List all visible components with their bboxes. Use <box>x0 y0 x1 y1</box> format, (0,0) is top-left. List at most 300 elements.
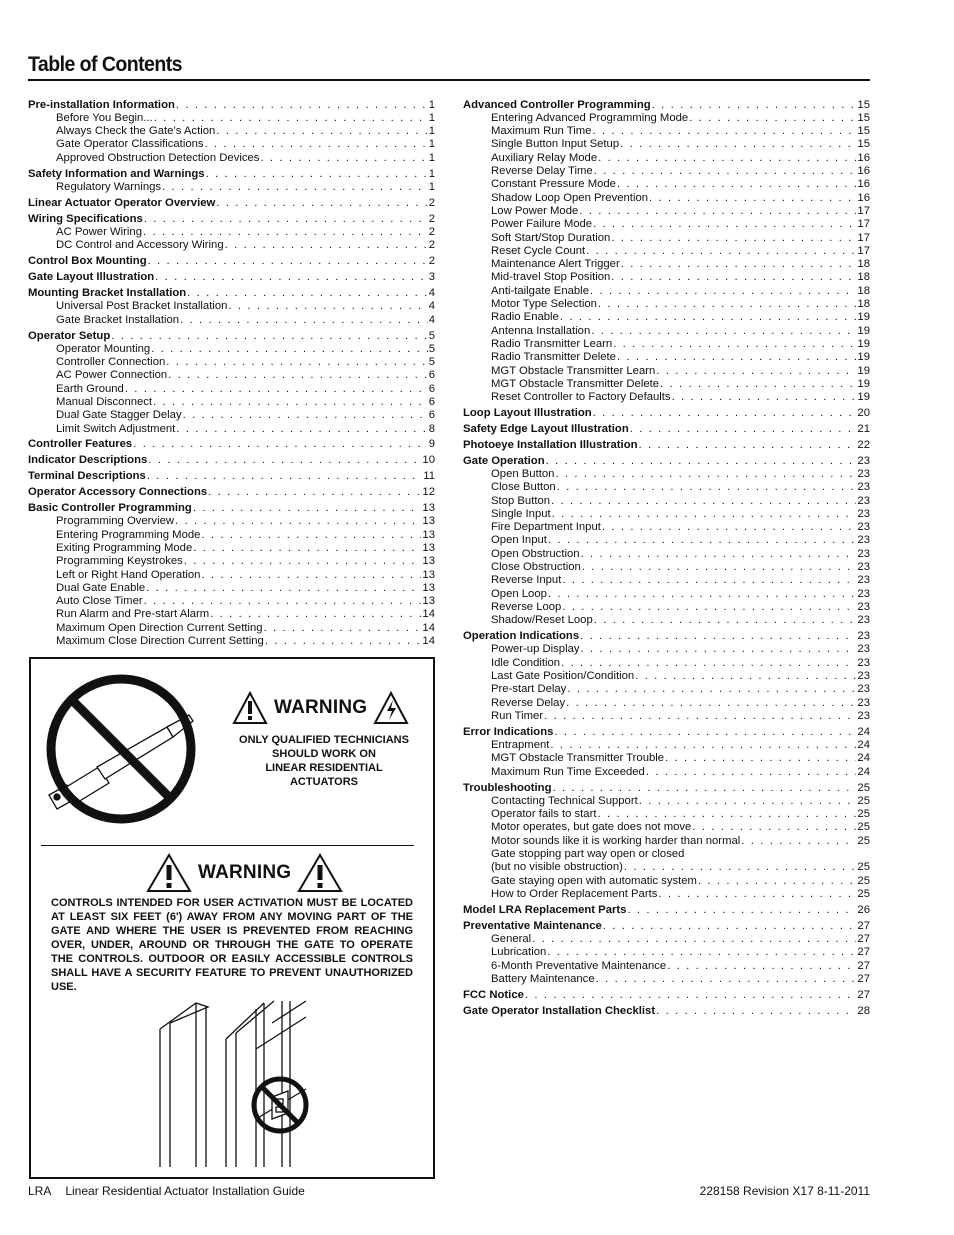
toc-entry-label: Reset Controller to Factory Defaults <box>491 391 671 404</box>
toc-page-number: 23 <box>857 614 870 627</box>
toc-entry-label: AC Power Wiring <box>56 226 143 239</box>
warning-box <box>29 657 435 1179</box>
toc-page-number: 25 <box>857 874 870 887</box>
toc-page-number: 23 <box>857 467 870 480</box>
toc-entry-label: Open Button <box>491 467 555 480</box>
toc-subsection-entry[interactable] <box>463 710 870 723</box>
toc-page-number: 6 <box>428 409 435 422</box>
toc-leader-dots <box>216 125 427 138</box>
toc-page-number: 17 <box>857 244 870 257</box>
toc-entry-label: Close Obstruction <box>491 561 581 574</box>
toc-entry-label: Gate Operation <box>463 454 545 467</box>
toc-subsection-entry[interactable] <box>463 548 870 561</box>
toc-page-number: 13 <box>422 541 435 554</box>
warning-label-top: WARNING <box>274 697 368 718</box>
toc-leader-dots <box>602 521 857 534</box>
toc-page-number: 23 <box>857 670 870 683</box>
toc-page-number: 24 <box>857 739 870 752</box>
toc-entry-label: Antenna Installation <box>491 324 591 337</box>
toc-page-number: 2 <box>428 239 435 252</box>
toc-entry-label: Motor sounds like it is working harder than normal <box>491 834 741 847</box>
toc-subsection-entry[interactable] <box>28 595 435 608</box>
toc-subsection-entry[interactable] <box>28 314 435 327</box>
toc-entry-label: Soft Start/Stop Duration <box>491 231 611 244</box>
toc-section-entry[interactable] <box>28 271 435 284</box>
toc-leader-dots <box>646 766 857 779</box>
toc-subsection-entry[interactable] <box>463 165 870 178</box>
toc-subsection-entry[interactable] <box>463 614 870 627</box>
toc-page-number: 25 <box>857 781 870 794</box>
toc-entry-label: Entering Advanced Programming Mode <box>491 111 689 124</box>
toc-entry-label: Linear Actuator Operator Overview <box>28 196 216 209</box>
toc-page-number: 6 <box>428 369 435 382</box>
toc-leader-dots <box>594 165 857 178</box>
toc-subsection-entry[interactable] <box>463 960 870 973</box>
toc-leader-dots <box>665 752 856 765</box>
toc-entry-label: Preventative Maintenance <box>463 919 602 932</box>
toc-entry-label: Battery Maintenance <box>491 972 595 985</box>
toc-page-number: 5 <box>428 342 435 355</box>
toc-section-entry[interactable] <box>28 99 435 112</box>
footer-left <box>28 1184 305 1198</box>
toc-subsection-entry[interactable] <box>463 205 870 218</box>
toc-page-number: 24 <box>857 752 870 765</box>
toc-entry-label: Error Indications <box>463 725 554 738</box>
toc-leader-dots <box>210 608 421 621</box>
toc-entry-label: Programming Keystrokes <box>56 555 183 568</box>
toc-entry-label: Operator fails to start <box>491 808 597 821</box>
toc-page-number: 13 <box>422 555 435 568</box>
toc-entry-label: How to Order Replacement Parts <box>491 887 658 900</box>
toc-subsection-entry[interactable] <box>463 365 870 378</box>
toc-section-entry[interactable] <box>463 904 870 917</box>
no-actuator-illustration <box>39 663 207 835</box>
toc-entry-label: Pre-start Delay <box>491 683 567 696</box>
toc-leader-dots <box>206 168 428 181</box>
toc-subsection-entry[interactable] <box>28 515 435 528</box>
toc-subsection-entry[interactable] <box>463 766 870 779</box>
toc-subsection-entry[interactable] <box>463 534 870 547</box>
toc-page-number: 25 <box>857 808 870 821</box>
toc-subsection-entry[interactable] <box>463 285 870 298</box>
toc-leader-dots <box>591 325 856 338</box>
toc-leader-dots <box>532 933 856 946</box>
toc-subsection-entry[interactable] <box>463 245 870 258</box>
toc-entry-label: Maximum Run Time Exceeded <box>491 765 645 778</box>
toc-entry-label: Earth Ground <box>56 382 124 395</box>
toc-section-entry[interactable] <box>28 197 435 210</box>
toc-page-number: 6 <box>428 382 435 395</box>
toc-entry-label: General <box>491 933 532 946</box>
toc-page-number: 23 <box>857 561 870 574</box>
toc-section-entry[interactable] <box>28 454 435 467</box>
toc-subsection-entry[interactable] <box>28 582 435 595</box>
toc-subsection-entry[interactable] <box>463 178 870 191</box>
toc-entry-label: DC Control and Accessory Wiring <box>56 239 224 252</box>
toc-section-entry[interactable] <box>463 1005 870 1018</box>
toc-page-number: 27 <box>857 946 870 959</box>
toc-subsection-entry[interactable] <box>28 125 435 138</box>
toc-entry-label: Close Button <box>491 481 556 494</box>
toc-subsection-entry[interactable] <box>28 226 435 239</box>
toc-leader-dots <box>557 481 857 494</box>
toc-page-number: 25 <box>857 794 870 807</box>
toc-section-entry[interactable] <box>463 439 870 452</box>
toc-subsection-entry[interactable] <box>463 561 870 574</box>
toc-page-number: 2 <box>428 226 435 239</box>
toc-entry-label: Reverse Input <box>491 574 562 587</box>
toc-subsection-entry[interactable] <box>28 300 435 313</box>
toc-subsection-entry[interactable] <box>28 542 435 555</box>
toc-entry-label: Mid-travel Stop Position <box>491 271 611 284</box>
toc-subsection-entry[interactable] <box>463 311 870 324</box>
toc-subsection-entry[interactable] <box>28 152 435 165</box>
toc-section-entry[interactable] <box>463 630 870 643</box>
toc-page-number: 25 <box>857 861 870 874</box>
toc-leader-dots <box>265 635 422 648</box>
toc-page-number: 17 <box>857 204 870 217</box>
toc-subsection-entry[interactable] <box>28 409 435 422</box>
toc-leader-dots <box>617 178 856 191</box>
toc-page-number: 18 <box>857 284 870 297</box>
toc-page-number: 24 <box>857 765 870 778</box>
toc-subsection-entry[interactable] <box>463 112 870 125</box>
toc-subsection-entry[interactable] <box>463 875 870 888</box>
toc-entry-label: MGT Obstacle Transmitter Trouble <box>491 752 665 765</box>
toc-page-number: 1 <box>428 125 435 138</box>
toc-page-number: 4 <box>428 313 435 326</box>
toc-page-number: 12 <box>422 486 435 499</box>
toc-entry-label: Idle Condition <box>491 656 561 669</box>
toc-leader-dots <box>201 569 421 582</box>
toc-subsection-entry[interactable] <box>28 383 435 396</box>
toc-subsection-entry[interactable] <box>463 670 870 683</box>
toc-entry-label: Operator Setup <box>28 329 111 342</box>
toc-entry-label: Manual Disconnect <box>56 395 153 408</box>
toc-leader-dots <box>168 369 428 382</box>
toc-subsection-entry[interactable] <box>463 338 870 351</box>
toc-leader-dots <box>562 601 856 614</box>
toc-leader-dots <box>184 555 422 568</box>
toc-subsection-entry[interactable] <box>463 391 870 404</box>
toc-entry-label: (but no visible obstruction) <box>491 861 623 874</box>
toc-entry-label: Basic Controller Programming <box>28 502 192 515</box>
toc-page-number: 17 <box>857 218 870 231</box>
toc-entry-label: Operator Mounting <box>56 342 151 355</box>
toc-page-number: 23 <box>857 481 870 494</box>
toc-leader-dots <box>552 508 857 521</box>
toc-leader-dots <box>594 614 857 627</box>
toc-subsection-entry[interactable] <box>463 325 870 338</box>
toc-entry-label: Anti-tailgate Enable <box>491 284 589 297</box>
toc-leader-dots <box>548 588 857 601</box>
toc-subsection-entry[interactable] <box>463 861 870 874</box>
toc-leader-dots <box>603 920 857 933</box>
toc-section-entry[interactable] <box>28 330 435 343</box>
toc-leader-dots <box>155 271 428 284</box>
toc-page-number: 23 <box>857 683 870 696</box>
toc-entry-label: Radio Transmitter Delete <box>491 351 616 364</box>
toc-page-number: 1 <box>428 151 435 164</box>
toc-subsection-entry[interactable] <box>463 271 870 284</box>
toc-subsection-entry[interactable] <box>463 232 870 245</box>
toc-page-number: 1 <box>428 111 435 124</box>
toc-page-number: 23 <box>857 534 870 547</box>
toc-page-number: 27 <box>857 933 870 946</box>
toc-entry-label: Gate Operator Classifications <box>56 138 204 151</box>
toc-leader-dots <box>228 300 427 313</box>
toc-page-number: 1 <box>428 167 435 180</box>
toc-subsection-entry[interactable] <box>463 739 870 752</box>
toc-entry-label: Gate Operator Installation Checklist <box>463 1004 656 1017</box>
toc-section-entry[interactable] <box>28 168 435 181</box>
toc-subsection-entry[interactable] <box>463 298 870 311</box>
toc-subsection-entry[interactable] <box>463 521 870 534</box>
toc-right-column <box>463 96 870 1018</box>
toc-page-number: 13 <box>422 568 435 581</box>
toc-entry-label: Advanced Controller Programming <box>463 98 651 111</box>
toc-section-entry[interactable] <box>28 438 435 451</box>
toc-leader-dots <box>260 152 427 165</box>
toc-entry-label: Controller Features <box>28 438 133 451</box>
toc-page-number: 15 <box>857 111 870 124</box>
toc-subsection-entry[interactable] <box>463 795 870 808</box>
toc-page-number: 19 <box>857 351 870 364</box>
toc-section-entry[interactable] <box>463 920 870 933</box>
toc-leader-dots <box>154 112 428 125</box>
toc-subsection-entry[interactable] <box>463 574 870 587</box>
toc-section-entry[interactable] <box>28 213 435 226</box>
toc-leader-dots <box>551 495 856 508</box>
toc-leader-dots <box>741 835 856 848</box>
toc-subsection-entry[interactable] <box>463 683 870 696</box>
toc-leader-dots <box>579 205 856 218</box>
toc-subsection-entry[interactable] <box>463 808 870 821</box>
toc-page-number: 27 <box>857 972 870 985</box>
toc-entry-label: Limit Switch Adjustment <box>56 422 176 435</box>
toc-page-number: 25 <box>857 821 870 834</box>
toc-subsection-entry[interactable] <box>463 481 870 494</box>
toc-page-number: 27 <box>857 919 870 932</box>
toc-leader-dots <box>592 125 856 138</box>
toc-subsection-entry[interactable] <box>28 369 435 382</box>
toc-subsection-entry[interactable] <box>463 848 870 861</box>
toc-leader-dots <box>652 99 857 112</box>
toc-page-number: 13 <box>422 581 435 594</box>
toc-leader-dots <box>611 232 856 245</box>
toc-subsection-entry[interactable] <box>463 835 870 848</box>
toc-entry-label: Programming Overview <box>56 515 175 528</box>
toc-leader-dots <box>692 821 856 834</box>
toc-leader-dots <box>582 561 857 574</box>
toc-subsection-entry[interactable] <box>28 343 435 356</box>
toc-leader-dots <box>689 112 856 125</box>
toc-leader-dots <box>544 710 856 723</box>
toc-leader-dots <box>639 439 857 452</box>
toc-page-number: 1 <box>428 98 435 111</box>
toc-subsection-entry[interactable] <box>463 752 870 765</box>
toc-entry-label: Auxiliary Relay Mode <box>491 151 598 164</box>
toc-subsection-entry[interactable] <box>28 181 435 194</box>
toc-page-number: 18 <box>857 298 870 311</box>
toc-section-entry[interactable] <box>463 407 870 420</box>
toc-subsection-entry[interactable] <box>28 569 435 582</box>
toc-subsection-entry[interactable] <box>463 138 870 151</box>
toc-subsection-entry[interactable] <box>28 635 435 648</box>
toc-subsection-entry[interactable] <box>463 946 870 959</box>
toc-section-entry[interactable] <box>463 782 870 795</box>
toc-entry-label: Contacting Technical Support <box>491 794 638 807</box>
toc-leader-dots <box>581 643 857 656</box>
toc-subsection-entry[interactable] <box>463 888 870 901</box>
toc-entry-label: Shadow Loop Open Prevention <box>491 191 649 204</box>
toc-entry-label: AC Power Connection <box>56 369 168 382</box>
toc-section-entry[interactable] <box>463 99 870 112</box>
toc-leader-dots <box>593 218 856 231</box>
toc-entry-label: Low Power Mode <box>491 204 579 217</box>
toc-section-entry[interactable] <box>463 989 870 1002</box>
toc-leader-dots <box>175 515 421 528</box>
toc-leader-dots <box>593 407 857 420</box>
toc-section-entry[interactable] <box>463 423 870 436</box>
toc-entry-label: Reverse Loop <box>491 600 562 613</box>
toc-subsection-entry[interactable] <box>28 555 435 568</box>
toc-page-number: 15 <box>857 125 870 138</box>
toc-section-entry[interactable] <box>28 255 435 268</box>
toc-subsection-entry[interactable] <box>463 697 870 710</box>
toc-page-number: 26 <box>857 903 870 916</box>
toc-entry-label: Run Timer <box>491 709 544 722</box>
toc-page-number: 17 <box>857 231 870 244</box>
toc-leader-dots <box>205 138 428 151</box>
toc-page-number: 23 <box>857 696 870 709</box>
toc-entry-label: Model LRA Replacement Parts <box>463 903 627 916</box>
toc-page-number: 27 <box>857 988 870 1001</box>
toc-entry-label: Operation Indications <box>463 630 580 643</box>
toc-subsection-entry[interactable] <box>28 138 435 151</box>
toc-section-entry[interactable] <box>28 470 435 483</box>
toc-leader-dots <box>621 258 857 271</box>
toc-subsection-entry[interactable] <box>28 112 435 125</box>
toc-subsection-entry[interactable] <box>28 239 435 252</box>
toc-subsection-entry[interactable] <box>28 622 435 635</box>
toc-subsection-entry[interactable] <box>28 356 435 369</box>
toc-leader-dots <box>560 311 857 324</box>
toc-subsection-entry[interactable] <box>463 657 870 670</box>
toc-leader-dots <box>552 782 856 795</box>
toc-leader-dots <box>581 548 857 561</box>
toc-page-number: 20 <box>857 407 870 420</box>
toc-entry-label: Wiring Specifications <box>28 212 143 225</box>
toc-subsection-entry[interactable] <box>463 933 870 946</box>
toc-subsection-entry[interactable] <box>463 192 870 205</box>
toc-entry-label: Before You Begin... <box>56 111 153 124</box>
toc-subsection-entry[interactable] <box>463 508 870 521</box>
toc-entry-label: Universal Post Bracket Installation <box>56 300 228 313</box>
toc-subsection-entry[interactable] <box>463 468 870 481</box>
toc-subsection-entry[interactable] <box>28 529 435 542</box>
toc-page-number: 23 <box>857 507 870 520</box>
toc-subsection-entry[interactable] <box>28 608 435 621</box>
toc-subsection-entry[interactable] <box>463 378 870 391</box>
toc-entry-label: Single Button Input Setup <box>491 138 620 151</box>
toc-leader-dots <box>550 739 856 752</box>
toc-page-number: 18 <box>857 271 870 284</box>
toc-section-entry[interactable] <box>28 486 435 499</box>
toc-page-number: 8 <box>428 422 435 435</box>
toc-subsection-entry[interactable] <box>463 601 870 614</box>
toc-entry-label: Loop Layout Illustration <box>463 407 592 420</box>
toc-entry-label: Shadow/Reset Loop <box>491 614 593 627</box>
toc-leader-dots <box>151 343 428 356</box>
toc-page-number: 15 <box>857 138 870 151</box>
toc-subsection-entry[interactable] <box>463 351 870 364</box>
toc-section-entry[interactable] <box>463 455 870 468</box>
toc-page-number: 5 <box>428 356 435 369</box>
toc-page-number: 24 <box>857 725 870 738</box>
toc-subsection-entry[interactable] <box>463 588 870 601</box>
toc-page-number: 10 <box>422 454 435 467</box>
toc-entry-label: Dual Gate Stagger Delay <box>56 409 182 422</box>
toc-section-entry[interactable] <box>28 502 435 515</box>
toc-subsection-entry[interactable] <box>463 125 870 138</box>
toc-subsection-entry[interactable] <box>463 643 870 656</box>
warning-heading-bottom <box>146 853 343 893</box>
toc-subsection-entry[interactable] <box>463 495 870 508</box>
toc-subsection-entry[interactable] <box>463 821 870 834</box>
toc-page-number: 1 <box>428 138 435 151</box>
toc-subsection-entry[interactable] <box>463 218 870 231</box>
toc-subsection-entry[interactable] <box>28 423 435 436</box>
toc-subsection-entry[interactable] <box>28 396 435 409</box>
toc-leader-dots <box>555 468 856 481</box>
toc-leader-dots <box>635 670 856 683</box>
toc-page-number: 3 <box>428 271 435 284</box>
toc-section-entry[interactable] <box>463 726 870 739</box>
toc-page-number: 4 <box>428 287 435 300</box>
toc-page-number: 18 <box>857 258 870 271</box>
toc-page-number: 23 <box>857 656 870 669</box>
toc-entry-label: Radio Transmitter Learn <box>491 337 613 350</box>
toc-page-number: 23 <box>857 574 870 587</box>
toc-leader-dots <box>580 630 856 643</box>
toc-entry-label: Motor Type Selection <box>491 298 597 311</box>
toc-leader-dots <box>153 396 428 409</box>
toc-leader-dots <box>216 197 427 210</box>
toc-leader-dots <box>548 534 857 547</box>
toc-leader-dots <box>144 213 428 226</box>
toc-entry-label: Gate Bracket Installation <box>56 313 180 326</box>
toc-entry-label: Terminal Descriptions <box>28 470 146 483</box>
toc-entry-label: Reverse Delay <box>491 696 566 709</box>
toc-entry-label: MGT Obstacle Transmitter Delete <box>491 377 660 390</box>
toc-page-number: 6 <box>428 395 435 408</box>
warning-triangle-icon <box>297 853 343 893</box>
toc-section-entry[interactable] <box>28 287 435 300</box>
toc-leader-dots <box>639 795 857 808</box>
toc-page-number: 1 <box>428 180 435 193</box>
toc-page-number: 13 <box>422 595 435 608</box>
toc-entry-label: Maximum Open Direction Current Setting <box>56 621 263 634</box>
toc-leader-dots <box>193 542 421 555</box>
toc-leader-dots <box>264 622 422 635</box>
toc-leader-dots <box>193 502 422 515</box>
toc-subsection-entry[interactable] <box>463 152 870 165</box>
toc-subsection-entry[interactable] <box>463 258 870 271</box>
toc-entry-label: Single Input <box>491 507 551 520</box>
toc-leader-dots <box>546 455 857 468</box>
toc-subsection-entry[interactable] <box>463 973 870 986</box>
